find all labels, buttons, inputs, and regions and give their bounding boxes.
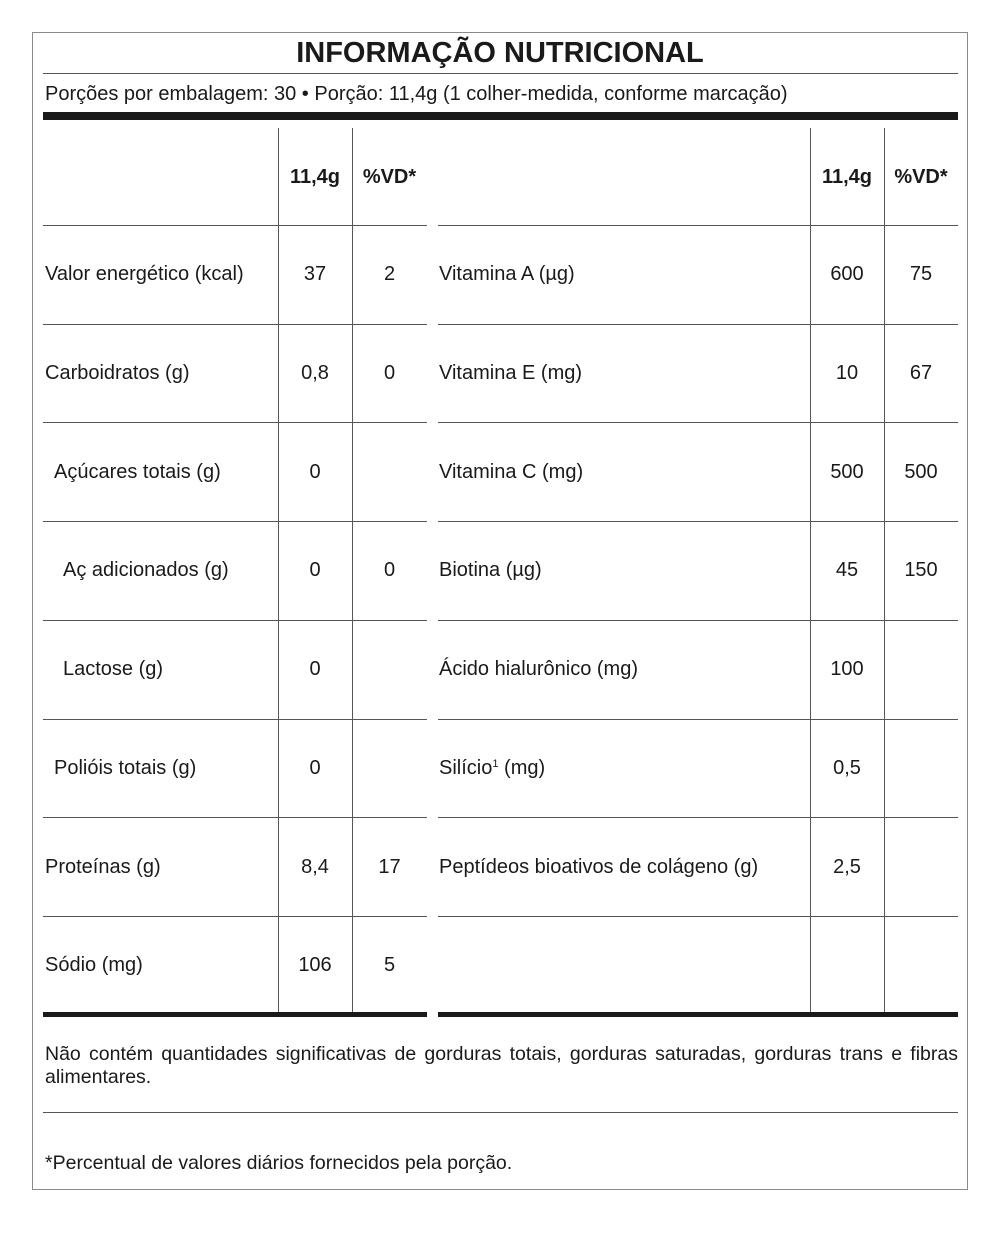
right-row-label [439, 657, 638, 681]
title-divider [43, 73, 958, 74]
right-row-label-text: Vitamina A (µg) [439, 263, 575, 286]
right-row-label-text: Biotina (µg) [439, 559, 542, 582]
left-table-row-divider [43, 817, 427, 818]
servings-info: Porções por embalagem: 30 • Porção: 11,4g (1 colher-medida, conforme marcação) [45, 83, 788, 105]
left-row-label: Carboidratos (g) [45, 362, 190, 385]
left-table-row-divider [43, 620, 427, 621]
right-row-amount: 2,5 [833, 855, 861, 878]
right-table-row-divider [438, 916, 958, 917]
left-table-row-divider [43, 225, 427, 226]
right-table-row-divider [438, 817, 958, 818]
left-table-bottom-rule [43, 1012, 427, 1017]
left-row-vd: 5 [383, 954, 396, 977]
right-table-bottom-rule [438, 1012, 958, 1017]
right-header-amount: 11,4g [821, 165, 873, 188]
right-row-amount: 100 [830, 658, 864, 681]
left-row-label: Aç adicionados (g) [63, 559, 229, 582]
right-row-label [439, 855, 758, 879]
right-table-row-divider [438, 422, 958, 423]
footnote-divider [43, 1112, 958, 1113]
right-row-amount: 10 [835, 362, 859, 385]
left-row-label: Açúcares totais (g) [54, 460, 221, 483]
right-row-label-text: Silício [439, 756, 493, 779]
right-row-label-text: Ácido hialurônico (mg) [439, 658, 638, 681]
right-row-amount: 0,5 [833, 756, 861, 779]
right-row-label [439, 460, 583, 484]
footnote-marker: 1 [492, 757, 499, 770]
right-table-row-divider [438, 620, 958, 621]
right-row-label-text: Peptídeos bioativos de colágeno (g) [439, 855, 759, 878]
right-row-label-text: Vitamina E (mg) [439, 362, 583, 385]
left-table-row-divider [43, 719, 427, 720]
right-row-label [439, 361, 582, 385]
right-row-amount: 500 [830, 460, 864, 483]
left-row-amount: 37 [303, 263, 327, 286]
vd-footnote: *Percentual de valores diários fornecidos pela porção. [45, 1152, 513, 1174]
left-row-vd: 2 [383, 263, 396, 286]
left-header-amount: 11,4g [289, 165, 341, 188]
left-row-vd: 0 [383, 559, 396, 582]
right-row-vd: 500 [904, 460, 938, 483]
left-row-amount: 0 [309, 559, 321, 582]
left-row-label: Polióis totais (g) [54, 756, 197, 779]
right-table-row-divider [438, 225, 958, 226]
right-row-amount: 600 [830, 263, 864, 286]
right-row-label [439, 558, 542, 582]
right-row-unit: (mg) [498, 756, 546, 779]
right-table-row-divider [438, 521, 958, 522]
left-table-row-divider [43, 916, 427, 917]
left-row-amount: 0 [309, 460, 321, 483]
right-row-label [439, 262, 575, 286]
left-row-label: Sódio (mg) [45, 954, 143, 977]
right-row-vd: 67 [909, 362, 933, 385]
left-table-row-divider [43, 521, 427, 522]
left-row-amount: 0 [309, 756, 321, 779]
right-row-amount: 45 [835, 559, 859, 582]
right-row-vd: 150 [904, 559, 938, 582]
left-table-row-divider [43, 324, 427, 325]
right-row-label [439, 756, 545, 780]
label-title: INFORMAÇÃO NUTRICIONAL [296, 37, 704, 69]
non-significant-note: Não contém quantidades significativas de gorduras totais, gorduras saturadas, gorduras trans e fibras alimentares. [45, 1043, 958, 1088]
left-row-amount: 8,4 [301, 855, 329, 878]
left-header-vd: %VD* [362, 165, 417, 188]
left-row-label: Valor energético (kcal) [45, 263, 244, 286]
right-table-row-divider [438, 719, 958, 720]
left-row-amount: 0,8 [301, 362, 329, 385]
right-header-vd: %VD* [894, 165, 948, 188]
left-row-label: Lactose (g) [63, 658, 164, 681]
right-table-row-divider [438, 324, 958, 325]
left-row-amount: 0 [309, 658, 321, 681]
left-row-amount: 106 [298, 954, 332, 977]
left-row-vd: 17 [378, 855, 401, 878]
top-thick-rule [43, 112, 958, 120]
left-row-label: Proteínas (g) [45, 855, 161, 878]
right-row-label-text: Vitamina C (mg) [439, 460, 584, 483]
left-table-row-divider [43, 422, 427, 423]
right-row-vd: 75 [909, 263, 933, 286]
left-row-vd: 0 [383, 362, 396, 385]
